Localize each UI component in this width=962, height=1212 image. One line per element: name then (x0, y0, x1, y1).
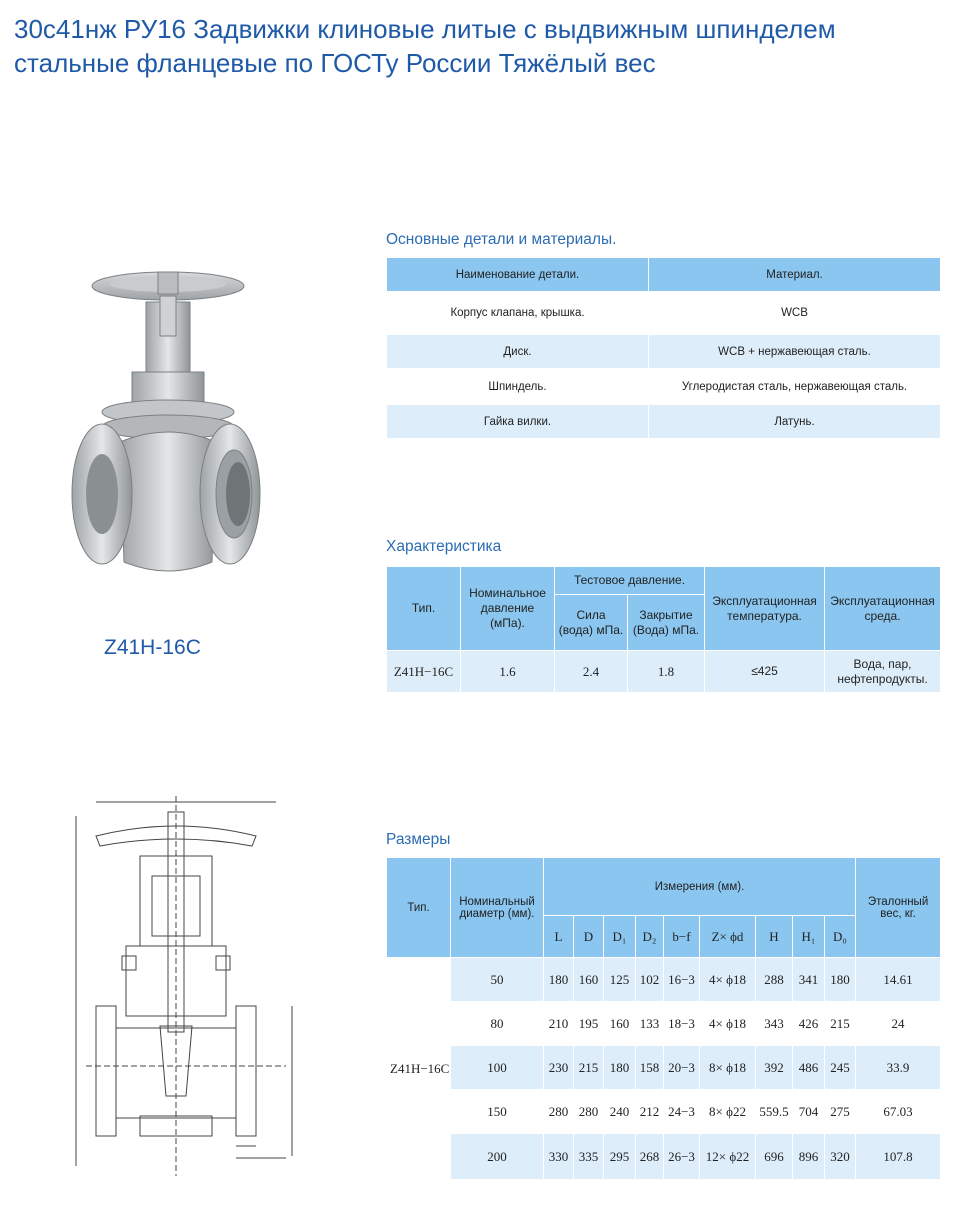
table-row (387, 651, 941, 693)
column-header: Эталонный вес, кг. (856, 858, 941, 958)
cell: 4× ϕ18 (700, 1002, 756, 1046)
cell: 24−3 (664, 1090, 700, 1134)
cell: 240 (604, 1090, 636, 1134)
weight-value: 67.03 (856, 1090, 941, 1134)
column-header: Номинальное давление (мПа). (461, 567, 555, 651)
part-material: Латунь. (649, 404, 941, 439)
part-name: Шпиндель. (387, 369, 649, 404)
dn-value: 80 (451, 1002, 544, 1046)
sub-header: Z× ϕd (700, 916, 756, 958)
cell: 215 (574, 1046, 604, 1090)
column-header: Тип. (387, 567, 461, 651)
column-header: Эксплуатационная температура. (705, 567, 825, 651)
cell: 215 (825, 1002, 856, 1046)
sub-header: H₁ (793, 916, 825, 958)
column-header: Тип. (387, 858, 451, 958)
temperature-value: ≤425 (705, 651, 825, 693)
column-header: Закрытие (Вода) мПа. (628, 595, 705, 651)
cell: 18−3 (664, 1002, 700, 1046)
cell: 125 (604, 958, 636, 1002)
part-material: WCB (649, 292, 941, 334)
table-row (387, 292, 941, 334)
cell: 180 (544, 958, 574, 1002)
title-line-2: стальные фланцевые по ГОСТу России Тяжёлый вес (14, 48, 656, 78)
dn-value: 200 (451, 1134, 544, 1180)
cell: 8× ϕ18 (700, 1046, 756, 1090)
part-name: Гайка вилки. (387, 404, 649, 439)
cell: 335 (574, 1134, 604, 1180)
cell: 392 (756, 1046, 793, 1090)
sub-header: D₂ (636, 916, 664, 958)
specs-table (386, 566, 941, 693)
medium-value: Вода, пар, нефтепродукты. (825, 651, 941, 693)
type-value: Z41H−16C (387, 651, 461, 693)
cell: 133 (636, 1002, 664, 1046)
specs-heading: Характеристика (386, 538, 502, 555)
cell: 275 (825, 1090, 856, 1134)
cell: 230 (544, 1046, 574, 1090)
table-row (387, 1002, 941, 1046)
table-row (387, 369, 941, 404)
sub-header: b−f (664, 916, 700, 958)
cell: 486 (793, 1046, 825, 1090)
dn-value: 100 (451, 1046, 544, 1090)
title-line-1: 30с41нж РУ16 Задвижки клиновые литые с выдвижным шпинделем (14, 14, 836, 44)
column-header: Наименование детали. (387, 258, 649, 292)
cell: 280 (574, 1090, 604, 1134)
cell: 4× ϕ18 (700, 958, 756, 1002)
cell: 341 (793, 958, 825, 1002)
cell: 696 (756, 1134, 793, 1180)
column-header: Сила (вода) мПа. (555, 595, 628, 651)
part-material: Углеродистая сталь, нержавеющая сталь. (649, 369, 941, 404)
pressure-value: 1.6 (461, 651, 555, 693)
table-row (387, 1090, 941, 1134)
table-row (387, 1046, 941, 1090)
cell: 280 (544, 1090, 574, 1134)
cell: 330 (544, 1134, 574, 1180)
cell: 210 (544, 1002, 574, 1046)
dimensions-heading: Размеры (386, 831, 451, 848)
dn-value: 150 (451, 1090, 544, 1134)
cell: 102 (636, 958, 664, 1002)
cell: 559.5 (756, 1090, 793, 1134)
table-header-row (387, 258, 941, 292)
materials-heading: Основные детали и материалы. (386, 231, 617, 248)
column-header: Номинальный диаметр (мм). (451, 858, 544, 958)
sub-header: D (574, 916, 604, 958)
cell: 195 (574, 1002, 604, 1046)
part-name: Корпус клапана, крышка. (387, 292, 649, 334)
dimensions-table (386, 857, 941, 1180)
sub-header: H (756, 916, 793, 958)
cell: 12× ϕ22 (700, 1134, 756, 1180)
valve-drawing (56, 796, 316, 1176)
strength-value: 2.4 (555, 651, 628, 693)
table-row (387, 1134, 941, 1180)
cell: 343 (756, 1002, 793, 1046)
weight-value: 24 (856, 1002, 941, 1046)
cell: 268 (636, 1134, 664, 1180)
cell: 180 (825, 958, 856, 1002)
closure-value: 1.8 (628, 651, 705, 693)
cell: 212 (636, 1090, 664, 1134)
cell: 180 (604, 1046, 636, 1090)
cell: 26−3 (664, 1134, 700, 1180)
cell: 704 (793, 1090, 825, 1134)
cell: 160 (604, 1002, 636, 1046)
cell: 295 (604, 1134, 636, 1180)
sub-header: D₁ (604, 916, 636, 958)
cell: 20−3 (664, 1046, 700, 1090)
column-header: Измерения (мм). (544, 858, 856, 916)
cell: 288 (756, 958, 793, 1002)
valve-photo (62, 262, 272, 602)
sub-header: D₀ (825, 916, 856, 958)
type-value: Z41H−16C (387, 958, 451, 1180)
table-row (387, 404, 941, 439)
table-row (387, 958, 941, 1002)
product-caption: Z41H-16C (104, 636, 201, 659)
cell: 426 (793, 1002, 825, 1046)
cell: 16−3 (664, 958, 700, 1002)
column-header: Эксплуатационная среда. (825, 567, 941, 651)
page-title (14, 12, 954, 80)
weight-value: 33.9 (856, 1046, 941, 1090)
cell: 896 (793, 1134, 825, 1180)
cell: 160 (574, 958, 604, 1002)
part-material: WCB + нержавеющая сталь. (649, 334, 941, 369)
weight-value: 107.8 (856, 1134, 941, 1180)
table-header-row (387, 567, 941, 595)
column-header: Тестовое давление. (555, 567, 705, 595)
weight-value: 14.61 (856, 958, 941, 1002)
dn-value: 50 (451, 958, 544, 1002)
cell: 320 (825, 1134, 856, 1180)
materials-table (386, 258, 941, 440)
column-header: Материал. (649, 258, 941, 292)
sub-header: L (544, 916, 574, 958)
cell: 245 (825, 1046, 856, 1090)
cell: 8× ϕ22 (700, 1090, 756, 1134)
part-name: Диск. (387, 334, 649, 369)
table-row (387, 334, 941, 369)
cell: 158 (636, 1046, 664, 1090)
table-header-row (387, 858, 941, 916)
